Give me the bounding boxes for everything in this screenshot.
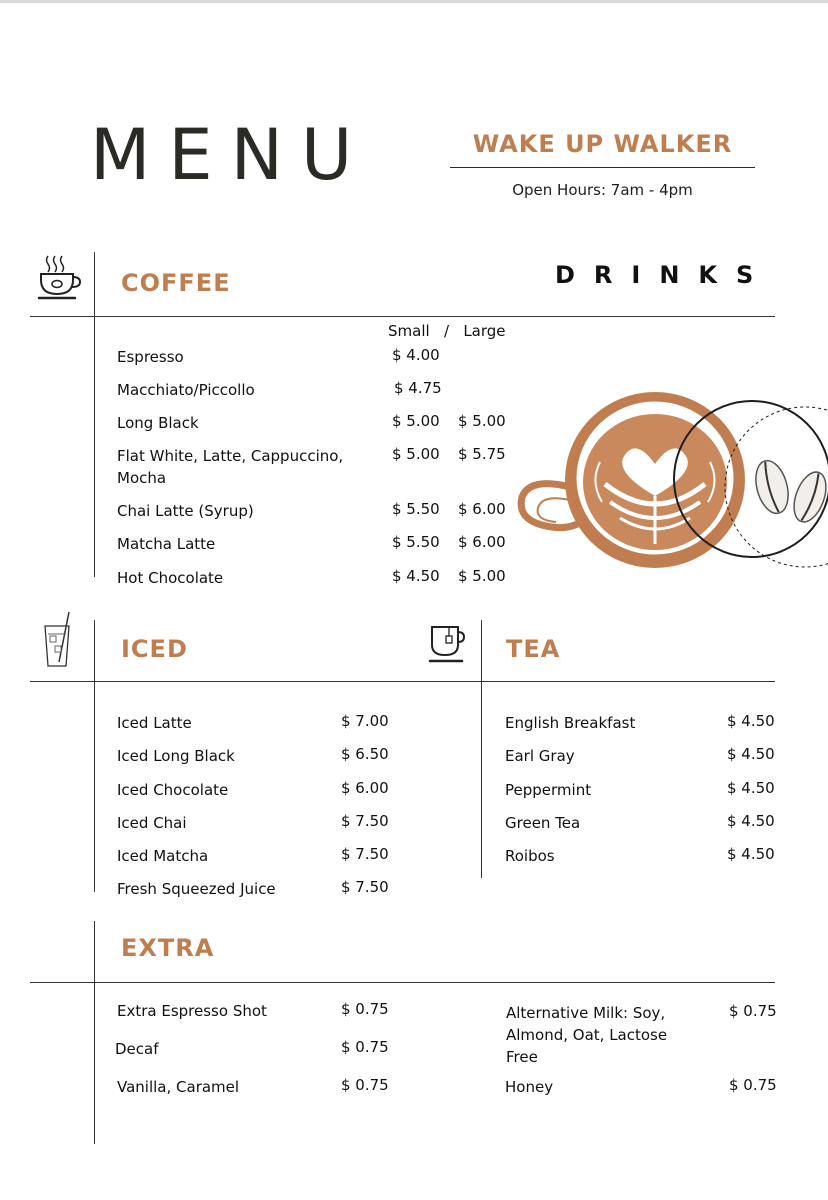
extra-item-name: Alternative Milk: Soy, Almond, Oat, Lactose Free bbox=[506, 1004, 668, 1066]
coffee-item-name: Macchiato/Piccollo bbox=[117, 381, 255, 399]
coffee-item-name: Hot Chocolate bbox=[117, 569, 224, 587]
coffee-item-small-price: $ 4.75 bbox=[394, 379, 442, 397]
coffee-item-small-price: $ 5.00 bbox=[392, 412, 440, 430]
iced-item-price: $ 7.50 bbox=[341, 878, 389, 896]
iced-item-name: Iced Long Black bbox=[117, 747, 235, 765]
tea-item-price: $ 4.50 bbox=[727, 779, 775, 797]
iced-item-price: $ 6.00 bbox=[341, 779, 389, 797]
tea-vertical-rule bbox=[481, 620, 482, 878]
coffee-beans-illustration bbox=[750, 455, 828, 530]
coffee-item-small-price: $ 4.50 bbox=[392, 567, 440, 585]
extra-item-name: Decaf bbox=[115, 1040, 159, 1058]
iced-drink-glass-icon bbox=[42, 610, 72, 670]
hot-coffee-cup-icon bbox=[36, 252, 82, 304]
tea-cup-icon bbox=[428, 624, 466, 666]
coffee-item-name: Flat White, Latte, Cappuccino, Mocha bbox=[117, 447, 344, 487]
extra-divider bbox=[30, 982, 775, 983]
coffee-section-title: COFFEE bbox=[121, 269, 231, 297]
tea-item-price: $ 4.50 bbox=[727, 745, 775, 763]
coffee-item-name: Chai Latte (Syrup) bbox=[117, 502, 254, 520]
extra-item-name: Vanilla, Caramel bbox=[117, 1078, 240, 1096]
coffee-vertical-rule bbox=[94, 252, 95, 577]
iced-item-price: $ 7.50 bbox=[341, 812, 389, 830]
iced-item-name: Iced Chocolate bbox=[117, 781, 229, 799]
iced-item-price: $ 7.50 bbox=[341, 845, 389, 863]
iced-item-price: $ 7.00 bbox=[341, 712, 389, 730]
cafe-name: WAKE UP WALKER bbox=[472, 130, 733, 158]
extra-item-name: Honey bbox=[505, 1078, 554, 1096]
coffee-item-name: Long Black bbox=[117, 414, 199, 432]
extra-item-price: $ 0.75 bbox=[341, 1000, 389, 1018]
coffee-item-large-price: $ 6.00 bbox=[458, 500, 506, 518]
drinks-label: DRINKS bbox=[555, 261, 773, 289]
tea-item-price: $ 4.50 bbox=[727, 712, 775, 730]
iced-item-name: Iced Chai bbox=[117, 814, 187, 832]
extra-item-price: $ 0.75 bbox=[341, 1038, 389, 1056]
iced-vertical-rule bbox=[94, 620, 95, 892]
iced-item-name: Iced Matcha bbox=[117, 847, 209, 865]
coffee-item-small-price: $ 4.00 bbox=[392, 346, 440, 364]
coffee-item-small-price: $ 5.00 bbox=[392, 445, 440, 463]
coffee-item-large-price: $ 5.00 bbox=[458, 567, 506, 585]
tea-item-price: $ 4.50 bbox=[727, 845, 775, 863]
extra-vertical-rule bbox=[94, 921, 95, 1144]
iced-item-name: Fresh Squeezed Juice bbox=[117, 880, 276, 898]
iced-item-price: $ 6.50 bbox=[341, 745, 389, 763]
tea-section-title: TEA bbox=[506, 635, 561, 663]
size-header: Small / Large bbox=[388, 322, 506, 340]
coffee-item-small-price: $ 5.50 bbox=[392, 500, 440, 518]
page-title: MENU bbox=[90, 114, 371, 196]
open-hours: Open Hours: 7am - 4pm bbox=[512, 181, 693, 199]
iced-section-title: ICED bbox=[121, 635, 188, 663]
extra-item-price: $ 0.75 bbox=[341, 1076, 389, 1094]
extra-item-name: Extra Espresso Shot bbox=[117, 1002, 267, 1020]
tea-item-name: Green Tea bbox=[505, 814, 581, 832]
iced-tea-divider bbox=[30, 681, 775, 682]
coffee-item-large-price: $ 6.00 bbox=[458, 533, 506, 551]
extra-item-price: $ 0.75 bbox=[729, 1002, 777, 1020]
brand-divider bbox=[450, 167, 755, 168]
extra-section-title: EXTRA bbox=[121, 934, 215, 962]
coffee-divider bbox=[30, 316, 775, 317]
coffee-item-name: Espresso bbox=[117, 348, 184, 366]
tea-item-name: Roibos bbox=[505, 847, 555, 865]
coffee-item-name: Matcha Latte bbox=[117, 535, 216, 553]
coffee-item-large-price: $ 5.00 bbox=[458, 412, 506, 430]
coffee-item-small-price: $ 5.50 bbox=[392, 533, 440, 551]
tea-item-name: English Breakfast bbox=[505, 714, 636, 732]
tea-item-price: $ 4.50 bbox=[727, 812, 775, 830]
extra-item-price: $ 0.75 bbox=[729, 1076, 777, 1094]
coffee-item-large-price: $ 5.75 bbox=[458, 445, 506, 463]
tea-item-name: Peppermint bbox=[505, 781, 592, 799]
tea-item-name: Earl Gray bbox=[505, 747, 575, 765]
iced-item-name: Iced Latte bbox=[117, 714, 192, 732]
top-border bbox=[0, 0, 828, 3]
